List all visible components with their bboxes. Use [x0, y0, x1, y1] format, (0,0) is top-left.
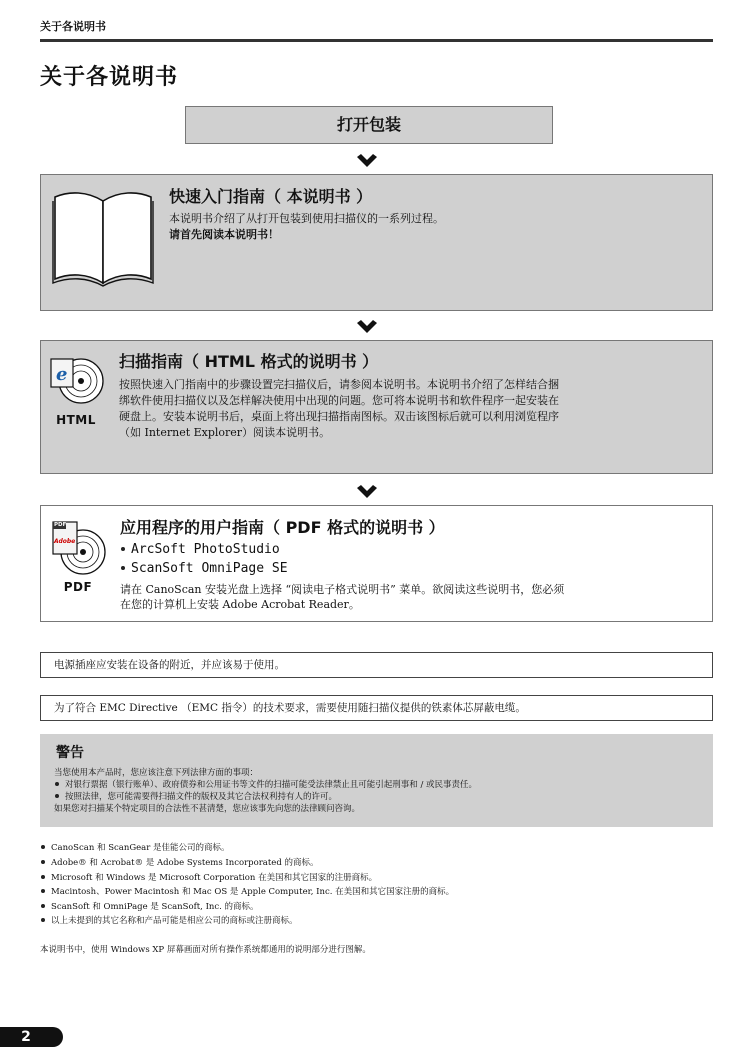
svg-text:e: e [56, 364, 68, 385]
html-cd-icon [47, 349, 107, 405]
page-number: 2 [21, 1029, 31, 1045]
quick-guide-title: 快速入门指南（ 本说明书 ） [169, 187, 373, 206]
open-package-box: 打开包装 [185, 106, 553, 144]
trademark-line: 以上未提到的其它名称和产品可能是相应公司的商标或注册商标。 [40, 915, 298, 927]
scanning-guide-box [40, 340, 713, 474]
pdf-icon-label: PDF [63, 580, 93, 594]
warning-title: 警告 [56, 745, 84, 761]
emc-notice: 为了符合 EMC Directive （EMC 指令）的技术要求，需要使用随扫描仪提供的铁素体芯屏蔽电缆。 [40, 695, 713, 721]
footnote: 本说明书中，使用 Windows XP 屏幕画面对所有操作系统都通用的说明部分进行图解。 [40, 945, 371, 955]
adobe-label: Adobe [54, 538, 76, 545]
scanning-guide-title: 扫描指南（ HTML 格式的说明书 ） [119, 352, 379, 371]
trademark-line: ScanSoft 和 OmniPage 是 ScanSoft, Inc. 的商标。 [40, 901, 259, 913]
down-arrow-icon [355, 481, 379, 499]
quick-start-guide-box [40, 174, 713, 311]
scanning-guide-line: 绑软件使用扫描仪以及怎样解决使用中出现的问题。您可将本说明书和软件程序一起安装在 [119, 394, 559, 407]
header-rule [40, 39, 713, 42]
app-guide-item: ScanSoft OmniPage SE [120, 561, 288, 576]
trademark-line: Macintosh、Power Macintosh 和 Mac OS 是 Apple Computer, Inc. 在美国和其它国家注册的商标。 [40, 886, 454, 898]
app-guide-line: 请在 CanoScan 安装光盘上选择 “阅读电子格式说明书” 菜单。欲阅读这些说明书，您必须 [120, 583, 565, 596]
scanning-guide-line: （如 Internet Explorer）阅读本说明书。 [119, 426, 331, 439]
pdf-doc-label: PDF [54, 522, 67, 528]
html-icon-label: HTML [56, 413, 96, 427]
quick-guide-note: 请首先阅读本说明书！ [169, 228, 279, 241]
trademark-line: CanoScan 和 ScanGear 是佳能公司的商标。 [40, 842, 229, 854]
warning-box [40, 734, 713, 827]
page-number-tab [0, 1027, 63, 1047]
down-arrow-icon [355, 316, 379, 334]
scanning-guide-line: 硬盘上。安装本说明书后，桌面上将出现扫描指南图标。双击该图标后就可以利用浏览程序 [119, 410, 559, 423]
warning-item: 对银行票据（银行账单）、政府债券和公用证书等文件的扫描可能受法律禁止且可能引起刑事和 / 或民事责任。 [54, 779, 477, 791]
down-arrow-icon [355, 150, 379, 168]
power-outlet-notice: 电源插座应安装在设备的附近，并应该易于使用。 [40, 652, 713, 678]
warning-intro: 当您使用本产品时，您应该注意下列法律方面的事项： [54, 768, 259, 778]
scanning-guide-line: 按照快速入门指南中的步骤设置完扫描仪后，请参阅本说明书。本说明书介绍了怎样结合捆 [119, 378, 559, 391]
quick-guide-text: 本说明书介绍了从打开包装到使用扫描仪的一系列过程。 [169, 212, 444, 225]
trademark-line: Microsoft 和 Windows 是 Microsoft Corporation 在美国和其它国家的注册商标。 [40, 872, 377, 884]
page-title: 关于各说明书 [40, 65, 179, 90]
warning-item: 按照法律，您可能需要得扫描文件的版权及其它合法权利持有人的许可。 [54, 791, 337, 803]
open-book-icon [49, 187, 157, 287]
application-guide-box [40, 505, 713, 622]
app-guide-line: 在您的计算机上安装 Adobe Acrobat Reader。 [120, 598, 360, 611]
app-guide-item: ArcSoft PhotoStudio [120, 542, 280, 557]
trademark-line: Adobe® 和 Acrobat® 是 Adobe Systems Incorporated 的商标。 [40, 857, 318, 869]
warning-outro: 如果您对扫描某个特定项目的合法性不甚清楚，您应该事先向您的法律顾问咨询。 [54, 804, 361, 814]
running-header: 关于各说明书 [40, 20, 106, 33]
app-guide-title: 应用程序的用户指南（ PDF 格式的说明书 ） [120, 518, 445, 537]
